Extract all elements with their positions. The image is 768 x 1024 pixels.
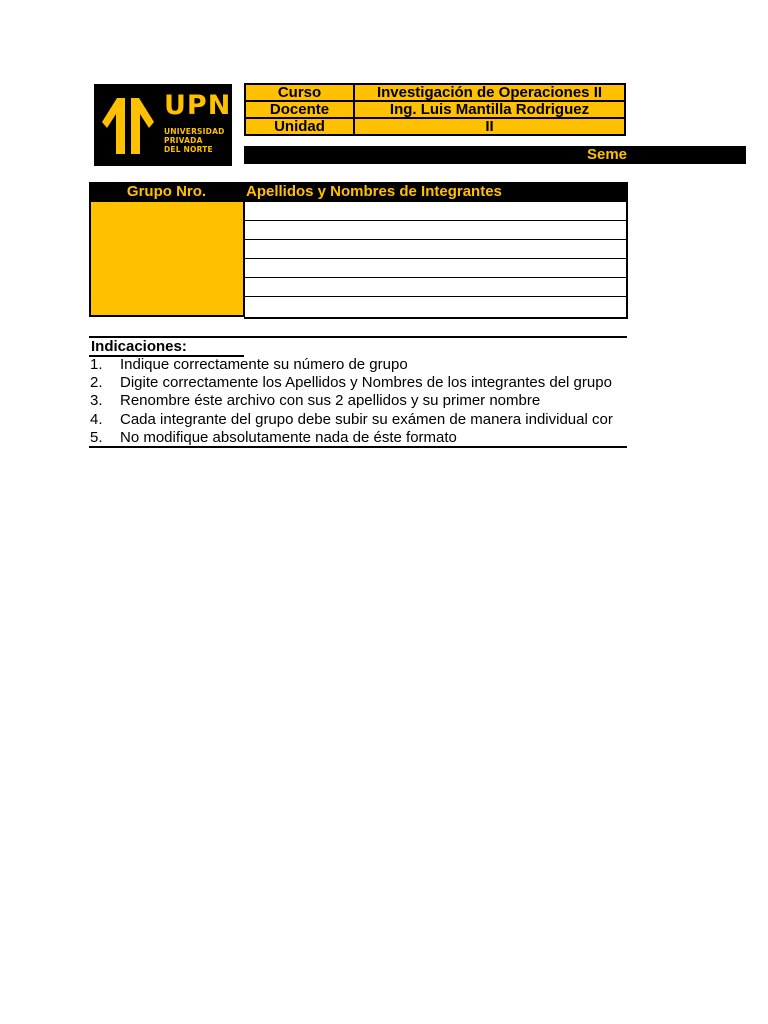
semestre-bar	[244, 146, 746, 164]
instruction-text: Digite correctamente los Apellidos y Nombres de los integrantes del grupo	[120, 374, 612, 392]
group-number-header: Grupo Nro.	[126, 183, 207, 200]
instructions-title: Indicaciones:	[91, 338, 187, 355]
course-info-table	[244, 83, 626, 136]
semestre-label: Seme	[587, 146, 627, 163]
instruction-number: 4.	[90, 410, 103, 428]
member-row[interactable]	[244, 278, 626, 297]
logo-brand: UPN	[164, 90, 232, 121]
info-label: Docente	[245, 101, 354, 118]
instruction-item	[90, 411, 628, 429]
member-row[interactable]	[244, 240, 626, 259]
info-row-curso	[245, 84, 625, 101]
upn-arrow-icon	[94, 84, 164, 166]
info-value: Ing. Luis Mantilla Rodriguez	[354, 101, 625, 118]
logo-sub-line-2: PRIVADA	[164, 136, 203, 145]
logo-sub-line-1: UNIVERSIDAD	[164, 127, 225, 136]
upn-logo	[94, 84, 232, 166]
instruction-text: Cada integrante del grupo debe subir su exámen de manera individual cor	[120, 410, 613, 428]
instruction-number: 1.	[90, 356, 103, 373]
logo-sub-line-3: DEL NORTE	[164, 145, 213, 154]
instruction-text: Renombre éste archivo con sus 2 apellidos y su primer nombre	[120, 392, 541, 410]
instruction-item	[90, 356, 628, 374]
info-row-docente	[245, 101, 625, 118]
instruction-item	[90, 392, 628, 410]
member-row[interactable]	[244, 221, 626, 240]
info-label: Curso	[245, 84, 354, 101]
group-number-cell[interactable]	[89, 202, 245, 317]
instruction-text: No modifique absolutamente nada de éste formato	[120, 428, 457, 446]
instruction-number: 2.	[90, 374, 103, 392]
instruction-number: 3.	[90, 392, 103, 410]
instructions-list	[90, 356, 628, 447]
members-header: Apellidos y Nombres de Integrantes	[246, 183, 502, 200]
info-label: Unidad	[245, 118, 354, 135]
member-row[interactable]	[244, 202, 626, 221]
info-value: Investigación de Operaciones II	[354, 84, 625, 101]
member-row[interactable]	[244, 259, 626, 278]
instruction-number: 5.	[90, 428, 103, 446]
info-value: II	[354, 118, 625, 135]
members-rows	[244, 202, 628, 319]
instruction-text: Indique correctamente su número de grupo	[120, 356, 408, 373]
info-row-unidad	[245, 118, 625, 135]
member-row[interactable]	[244, 297, 626, 315]
instruction-item	[90, 374, 628, 392]
instruction-item	[90, 429, 628, 447]
instructions-bottom-rule	[89, 446, 627, 448]
